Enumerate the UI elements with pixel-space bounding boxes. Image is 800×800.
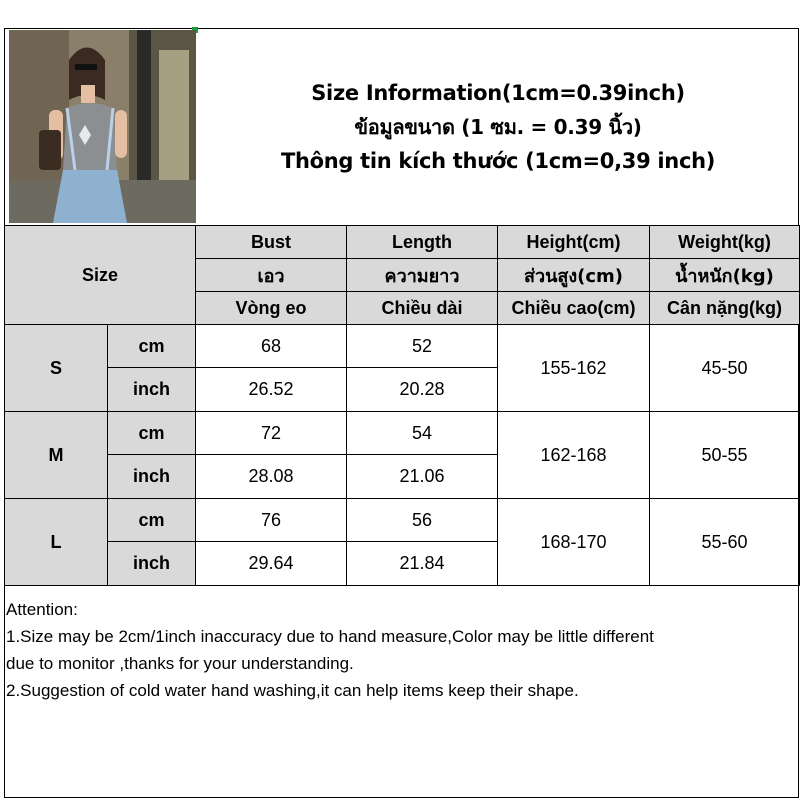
col-header-bust-th: เอว [196,259,347,292]
unit-cell: cm [108,325,196,368]
unit-cell: cm [108,412,196,455]
length-cell: 20.28 [347,368,498,412]
unit-cell: inch [108,542,196,586]
table-row [5,499,800,542]
col-header-weight-vi: Cân nặng(kg) [650,292,800,325]
note-line: 1.Size may be 2cm/1inch inaccuracy due to hand measure,Color may be little different [6,627,654,646]
weight-cell: 55-60 [650,499,800,586]
col-header-length-th: ความยาว [347,259,498,292]
model-photo-illustration [9,30,196,223]
unit-cell: inch [108,455,196,499]
note-line: due to monitor ,thanks for your understanding. [6,654,354,673]
size-cell: M [5,412,108,499]
size-cell: L [5,499,108,586]
title-english: Size Information(1cm=0.39inch) [311,81,685,105]
bust-cell: 29.64 [196,542,347,586]
height-cell: 162-168 [498,412,650,499]
bust-cell: 26.52 [196,368,347,412]
length-cell: 56 [347,499,498,542]
attention-notes [6,596,796,704]
size-header: Size [5,226,196,325]
bust-cell: 72 [196,412,347,455]
title-thai: ข้อมูลขนาด (1 ซม. = 0.39 นิ้ว) [354,115,642,139]
col-header-weight-th: น้ำหนัก(kg) [650,259,800,292]
col-header-height-th: ส่วนสูง(cm) [498,259,650,292]
table-row [5,325,800,368]
size-cell: S [5,325,108,412]
col-header-bust: Bust [196,226,347,259]
length-cell: 52 [347,325,498,368]
weight-cell: 50-55 [650,412,800,499]
header-row-english [5,226,800,259]
table-row [5,412,800,455]
title-block [197,29,799,225]
col-header-bust-vi: Vòng eo [196,292,347,325]
note-line: 2.Suggestion of cold water hand washing,it can help items keep their shape. [6,681,579,700]
length-cell: 21.84 [347,542,498,586]
bust-cell: 76 [196,499,347,542]
height-cell: 168-170 [498,499,650,586]
col-header-length: Length [347,226,498,259]
notes-heading: Attention: [6,600,78,619]
title-vietnamese: Thông tin kích thước (1cm=0,39 inch) [280,149,716,173]
size-table [4,225,800,586]
bust-cell: 68 [196,325,347,368]
product-photo [9,30,196,223]
unit-cell: inch [108,368,196,412]
col-header-height: Height(cm) [498,226,650,259]
bust-cell: 28.08 [196,455,347,499]
col-header-height-vi: Chiều cao(cm) [498,292,650,325]
length-cell: 21.06 [347,455,498,499]
col-header-weight: Weight(kg) [650,226,800,259]
height-cell: 155-162 [498,325,650,412]
length-cell: 54 [347,412,498,455]
unit-cell: cm [108,499,196,542]
col-header-length-vi: Chiều dài [347,292,498,325]
weight-cell: 45-50 [650,325,800,412]
